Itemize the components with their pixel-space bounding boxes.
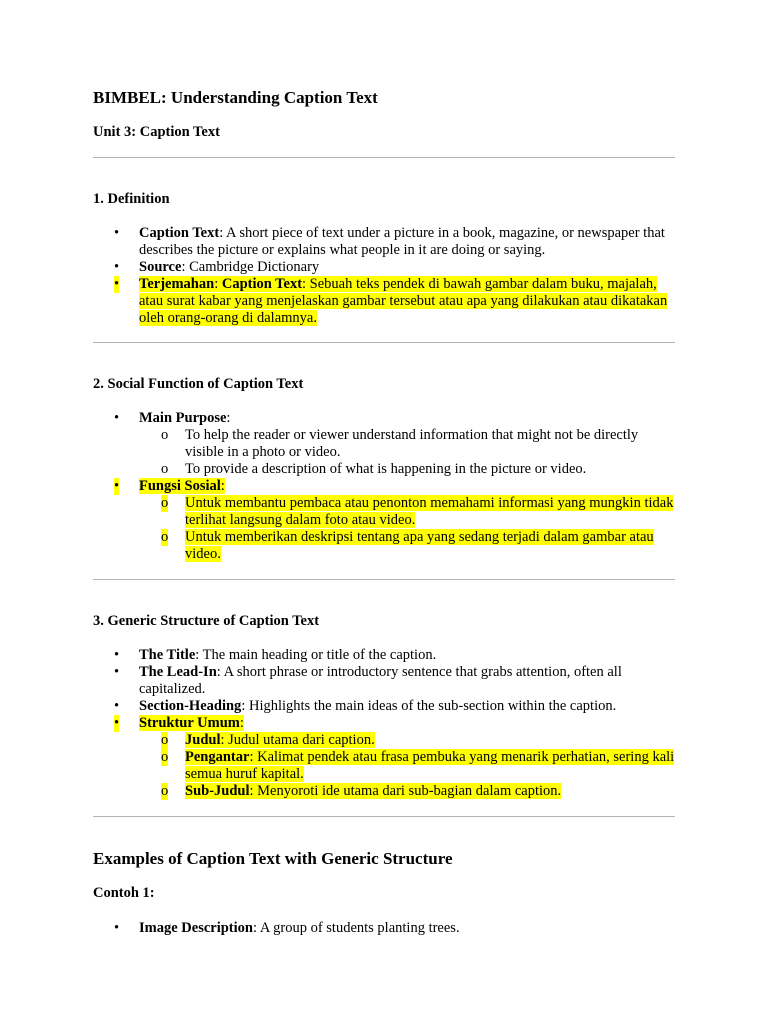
sub-bullet-icon: o	[161, 461, 169, 477]
sub-item-text: Untuk membantu pembaca atau penonton memahami informasi yang mungkin tidak terlihat langsung dalam foto atau video.	[185, 495, 674, 528]
term: Struktur Umum	[139, 715, 240, 731]
bullet-icon: •	[114, 698, 120, 714]
section-1-list	[93, 225, 675, 327]
term: Caption Text	[221, 276, 303, 292]
term: Caption Text	[139, 225, 220, 241]
bullet-icon: •	[114, 664, 120, 680]
list-item	[93, 920, 675, 937]
term: Image Description	[139, 920, 253, 936]
sub-list-item	[139, 749, 675, 783]
list-item-highlighted	[93, 478, 675, 563]
term: Terjemahan	[139, 276, 215, 292]
sub-list-item	[139, 427, 675, 461]
sub-item-text: To help the reader or viewer understand information that might not be directly visible in a photo or video.	[185, 427, 639, 460]
translation-text: : Sebuah teks pendek di bawah gambar dalam buku, majalah, atau surat kabar yang menjelaskan gambar tersebut atau apa yang dilakukan atau dikatakan oleh orang-orang di dalamnya.	[139, 276, 668, 326]
examples-list	[93, 920, 675, 937]
sub-item-text: : Judul utama dari caption.	[220, 732, 375, 748]
colon: :	[220, 478, 225, 494]
list-item	[93, 259, 675, 276]
term: Fungsi Sosial	[139, 478, 221, 494]
sub-list	[139, 732, 675, 800]
definition-text: : Highlights the main ideas of the sub-section within the caption.	[241, 698, 617, 714]
term: Main Purpose	[139, 410, 227, 426]
sub-list-item	[139, 529, 675, 563]
sub-list	[139, 427, 675, 478]
sub-list-item	[139, 461, 675, 478]
bullet-icon: •	[114, 920, 120, 936]
term: The Title	[139, 647, 196, 663]
term: The Lead-In	[139, 664, 217, 680]
term: Sub-Judul	[185, 783, 250, 799]
term: Pengantar	[185, 749, 250, 765]
bullet-icon: •	[114, 647, 120, 663]
section-1-heading: 1. Definition	[93, 191, 170, 207]
definition-text: : Cambridge Dictionary	[181, 259, 320, 275]
bullet-icon: •	[114, 715, 120, 731]
bullet-icon: •	[114, 259, 120, 275]
sub-bullet-icon: o	[161, 427, 169, 443]
sub-list-item	[139, 495, 675, 529]
section-2-heading: 2. Social Function of Caption Text	[93, 376, 304, 392]
contoh-label: Contoh 1:	[93, 885, 155, 901]
divider	[93, 816, 675, 817]
sub-bullet-icon: o	[161, 495, 169, 511]
bullet-icon: •	[114, 225, 120, 241]
sub-list-item	[139, 732, 675, 749]
section-3-list	[93, 647, 675, 800]
definition-text: : The main heading or title of the caption.	[195, 647, 437, 663]
list-item-highlighted	[93, 715, 675, 800]
sub-item-text: Untuk memberikan deskripsi tentang apa yang sedang terjadi dalam gambar atau video.	[185, 529, 654, 562]
bullet-icon: •	[114, 478, 120, 494]
term: Judul	[185, 732, 221, 748]
list-item	[93, 410, 675, 478]
sub-bullet-icon: o	[161, 749, 169, 765]
list-item	[93, 647, 675, 664]
definition-text: : A short piece of text under a picture in a book, magazine, or newspaper that describes the picture or explains what people in it are doing or saying.	[139, 225, 665, 258]
bullet-icon: •	[114, 410, 120, 426]
document-title: BIMBEL: Understanding Caption Text	[93, 88, 378, 107]
section-2-list	[93, 410, 675, 563]
term: Source	[139, 259, 182, 275]
sub-list-item	[139, 783, 675, 800]
bullet-icon: •	[114, 276, 120, 292]
sub-bullet-icon: o	[161, 732, 169, 748]
sub-list	[139, 495, 675, 563]
list-item	[93, 698, 675, 715]
colon: :	[226, 410, 231, 426]
definition-text: : A group of students planting trees.	[252, 920, 460, 936]
colon: :	[239, 715, 244, 731]
sub-bullet-icon: o	[161, 529, 169, 545]
unit-title: Unit 3: Caption Text	[93, 124, 220, 140]
sub-bullet-icon: o	[161, 783, 169, 799]
divider	[93, 342, 675, 343]
list-item-highlighted	[93, 276, 675, 327]
list-item	[93, 225, 675, 259]
separator: :	[214, 276, 222, 292]
sub-item-text: To provide a description of what is happening in the picture or video.	[185, 461, 587, 477]
divider	[93, 157, 675, 158]
divider	[93, 579, 675, 580]
sub-item-text: : Menyoroti ide utama dari sub-bagian dalam caption.	[249, 783, 562, 799]
definition-text: : A short phrase or introductory sentence that grabs attention, often all capitalized.	[139, 664, 622, 697]
examples-heading: Examples of Caption Text with Generic Structure	[93, 849, 453, 868]
list-item	[93, 664, 675, 698]
term: Section-Heading	[139, 698, 242, 714]
section-3-heading: 3. Generic Structure of Caption Text	[93, 613, 320, 629]
sub-item-text: : Kalimat pendek atau frasa pembuka yang menarik perhatian, sering kali semua huruf kapital.	[185, 749, 675, 782]
